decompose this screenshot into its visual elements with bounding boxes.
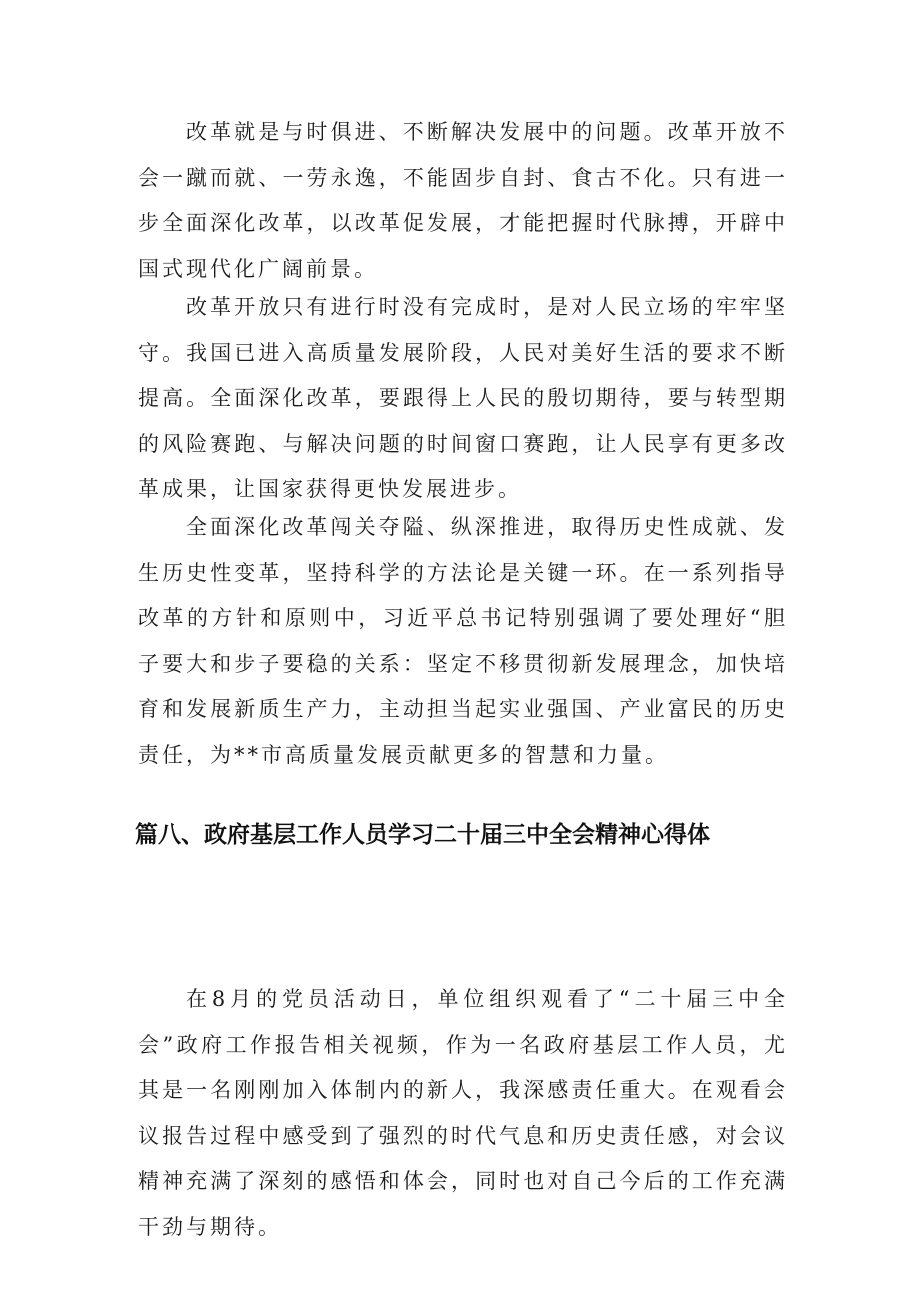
body-paragraph: 改革开放只有进行时没有完成时，是对人民立场的牢牢坚守。我国已进入高质量发展阶段，人民对美好生活的要求不断提高。全面深化改革，要跟得上人民的殷切期待，要与转型期的风险赛跑、与解决问题的时间窗口赛跑，让人民享有更多改革成果，让国家获得更快发展进步。: [138, 295, 788, 501]
section-heading: 篇八、政府基层工作人员学习二十届三中全会精神心得体: [135, 822, 710, 848]
body-paragraph: 改革就是与时俱进、不断解决发展中的问题。改革开放不会一蹴而就、一劳永逸，不能固步自封、食古不化。只有进一步全面深化改革，以改革促发展，才能把握时代脉搏，开辟中国式现代化广阔前景。: [138, 120, 788, 281]
body-paragraph: 在8月的党员活动日，单位组织观看了“二十届三中全会”政府工作报告相关视频，作为一名政府基层工作人员，尤其是一名刚刚加入体制内的新人，我深感责任重大。在观看会议报告过程中感受到了强烈的时代气息和历史责任感，对会议精神充满了深刻的感悟和体会，同时也对自己今后的工作充满干劲与期待。: [138, 987, 788, 1239]
body-paragraph: 全面深化改革闯关夺隘、纵深推进，取得历史性成就、发生历史性变革，坚持科学的方法论是关键一环。在一系列指导改革的方针和原则中，习近平总书记特别强调了要处理好“胆子要大和步子要稳的关系：坚定不移贯彻新发展理念，加快培育和发展新质生产力，主动担当起实业强国、产业富民的历史责任，为**市高质量发展贡献更多的智慧和力量。: [138, 515, 788, 767]
